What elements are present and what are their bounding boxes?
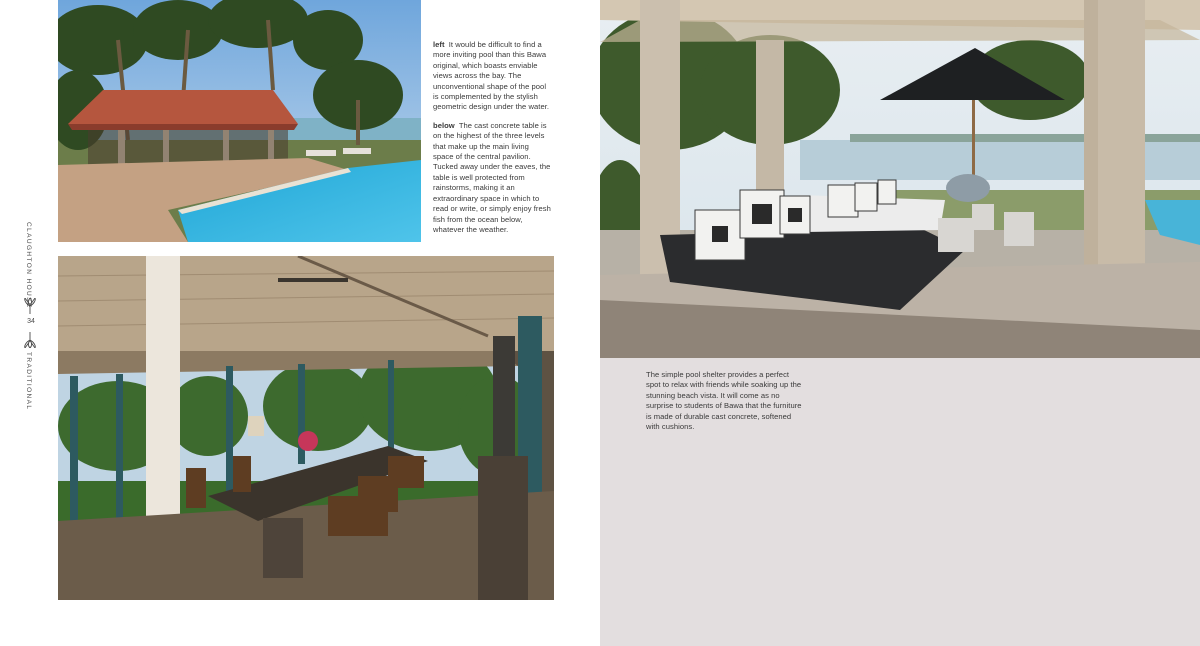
caption-text-left: It would be difficult to find a more inviting pool than this Bawa original, which boasts enviable views across the bay. The unconventional shape of the pool is complemented by the stylish geometric design under the water. bbox=[433, 40, 550, 112]
running-head bbox=[22, 222, 42, 411]
section-name: CLAUGHTON HOUSE bbox=[25, 222, 32, 309]
left-page-caption bbox=[433, 40, 551, 243]
dining-pavilion-photo bbox=[58, 256, 554, 600]
caption-text-shelter: The simple pool shelter provides a perfect spot to relax with friends while soaking up the stunning beach vista. It will come as no surprise to students of Bawa that the furniture is made of durable cast concrete, softened with cushions. bbox=[646, 370, 802, 432]
caption-text-below: The cast concrete table is on the highest of the three levels that make up the main living space of the central pavilion. Tucked away under the eaves, the table is well protected from rainstorms, making it an extraordinary space in which to read or write, or simply enjoy fresh fish from the ocean below, whatever the weather. bbox=[433, 120, 551, 234]
category-name: TRADITIONAL bbox=[25, 352, 32, 411]
pool-shelter-photo bbox=[600, 0, 1200, 358]
caption-below-paragraph bbox=[433, 121, 551, 235]
page-number: 34 bbox=[27, 318, 35, 325]
caption-lead-below: below bbox=[433, 120, 455, 130]
caption-left-paragraph bbox=[433, 40, 551, 113]
right-page-caption bbox=[646, 370, 802, 440]
fleuron-icon bbox=[22, 298, 38, 314]
pool-pavilion-photo bbox=[58, 0, 421, 242]
caption-lead-left: left bbox=[433, 40, 445, 49]
fleuron-icon bbox=[22, 332, 38, 348]
